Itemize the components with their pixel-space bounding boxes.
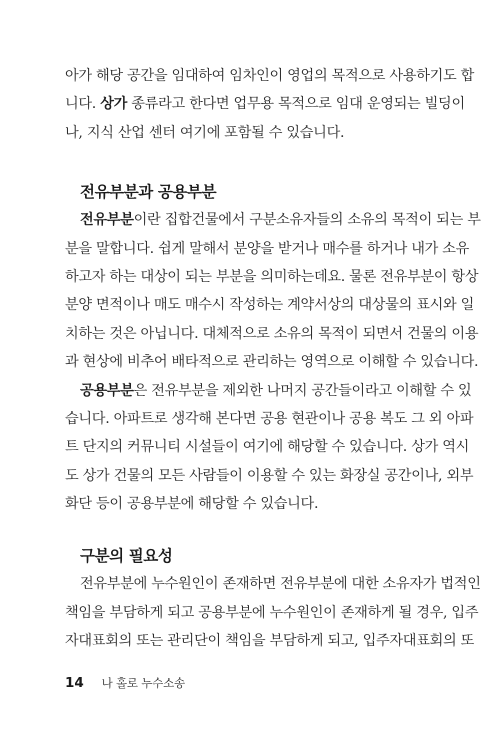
term-common-part: 공용부분: [80, 382, 134, 399]
need-paragraph-line-3: 자대표회의 또는 관리단이 책임을 부담하게 되고, 입주자대표회의 또: [65, 633, 475, 650]
common-paragraph-line-3: 트 단지의 커뮤니티 시설들이 여기에 해당할 수 있습니다. 상가 역시: [65, 439, 470, 456]
intro-line-3: 나, 지식 산업 센터 여기에 포함될 수 있습니다.: [65, 124, 345, 141]
page-footer: [65, 675, 185, 691]
common-paragraph-line-5: 화단 등이 공용부분에 해당할 수 있습니다.: [65, 496, 319, 513]
common-paragraph-line-2: 습니다. 아파트로 생각해 본다면 공용 현관이나 공용 복도 그 외 아파: [65, 410, 474, 427]
exclusive-paragraph-line-3: 하고자 하는 대상이 되는 부분을 의미하는데요. 물론 전유부분이 항상: [65, 268, 479, 285]
page-number: 14: [65, 675, 84, 691]
exclusive-paragraph-line-1: [65, 206, 481, 234]
common-paragraph-line-4: 도 상가 건물의 모든 사람들이 이용할 수 있는 화장실 공간이나, 외부: [65, 467, 474, 484]
common-line-1-text: 은 전유부분을 제외한 나머지 공간들이라고 이해할 수 있: [133, 382, 472, 399]
intro-line-2-pre: 니다.: [65, 96, 97, 113]
page-body: [65, 62, 481, 656]
term-exclusive-part: 전유부분: [80, 212, 134, 229]
running-book-title: 나 홀로 누수소송: [101, 676, 185, 690]
intro-line-2-post: 종류라고 한다면 업무용 목적으로 임대 운영되는 빌딩이: [131, 96, 465, 113]
exclusive-paragraph-line-2: 분을 말합니다. 쉽게 말해서 분양을 받거나 매수를 하거나 내가 소유: [65, 240, 470, 257]
common-paragraph-line-1: [65, 377, 472, 405]
exclusive-paragraph-line-4: 분양 면적이나 매도 매수시 작성하는 계약서상의 대상물의 표시와 일: [65, 297, 475, 314]
term-commercial: 상가: [100, 96, 128, 113]
need-paragraph-line-1: 전유부분에 누수원인이 존재하면 전유부분에 대한 소유자가 법적인: [80, 576, 481, 593]
exclusive-line-1-text: 이란 집합건물에서 구분소유자들의 소유의 목적이 되는 부: [133, 212, 481, 229]
intro-line-1: 아가 해당 공간을 임대하여 임차인이 영업의 목적으로 사용하기도 합: [65, 68, 475, 84]
section-heading-need: 구분의 필요성: [80, 547, 173, 566]
exclusive-paragraph-line-6: 과 현상에 비추어 배타적으로 관리하는 영역으로 이해할 수 있습니다.: [65, 354, 479, 371]
exclusive-paragraph-line-5: 치하는 것은 아닙니다. 대체적으로 소유의 목적이 되면서 건물의 이용: [65, 325, 479, 342]
section-heading-exclusive-common: 전유부분과 공용부분: [80, 183, 217, 202]
intro-line-2: [65, 90, 465, 118]
need-paragraph-line-2: 책임을 부담하게 되고 공용부분에 누수원인이 존재하게 될 경우, 입주: [65, 604, 479, 621]
